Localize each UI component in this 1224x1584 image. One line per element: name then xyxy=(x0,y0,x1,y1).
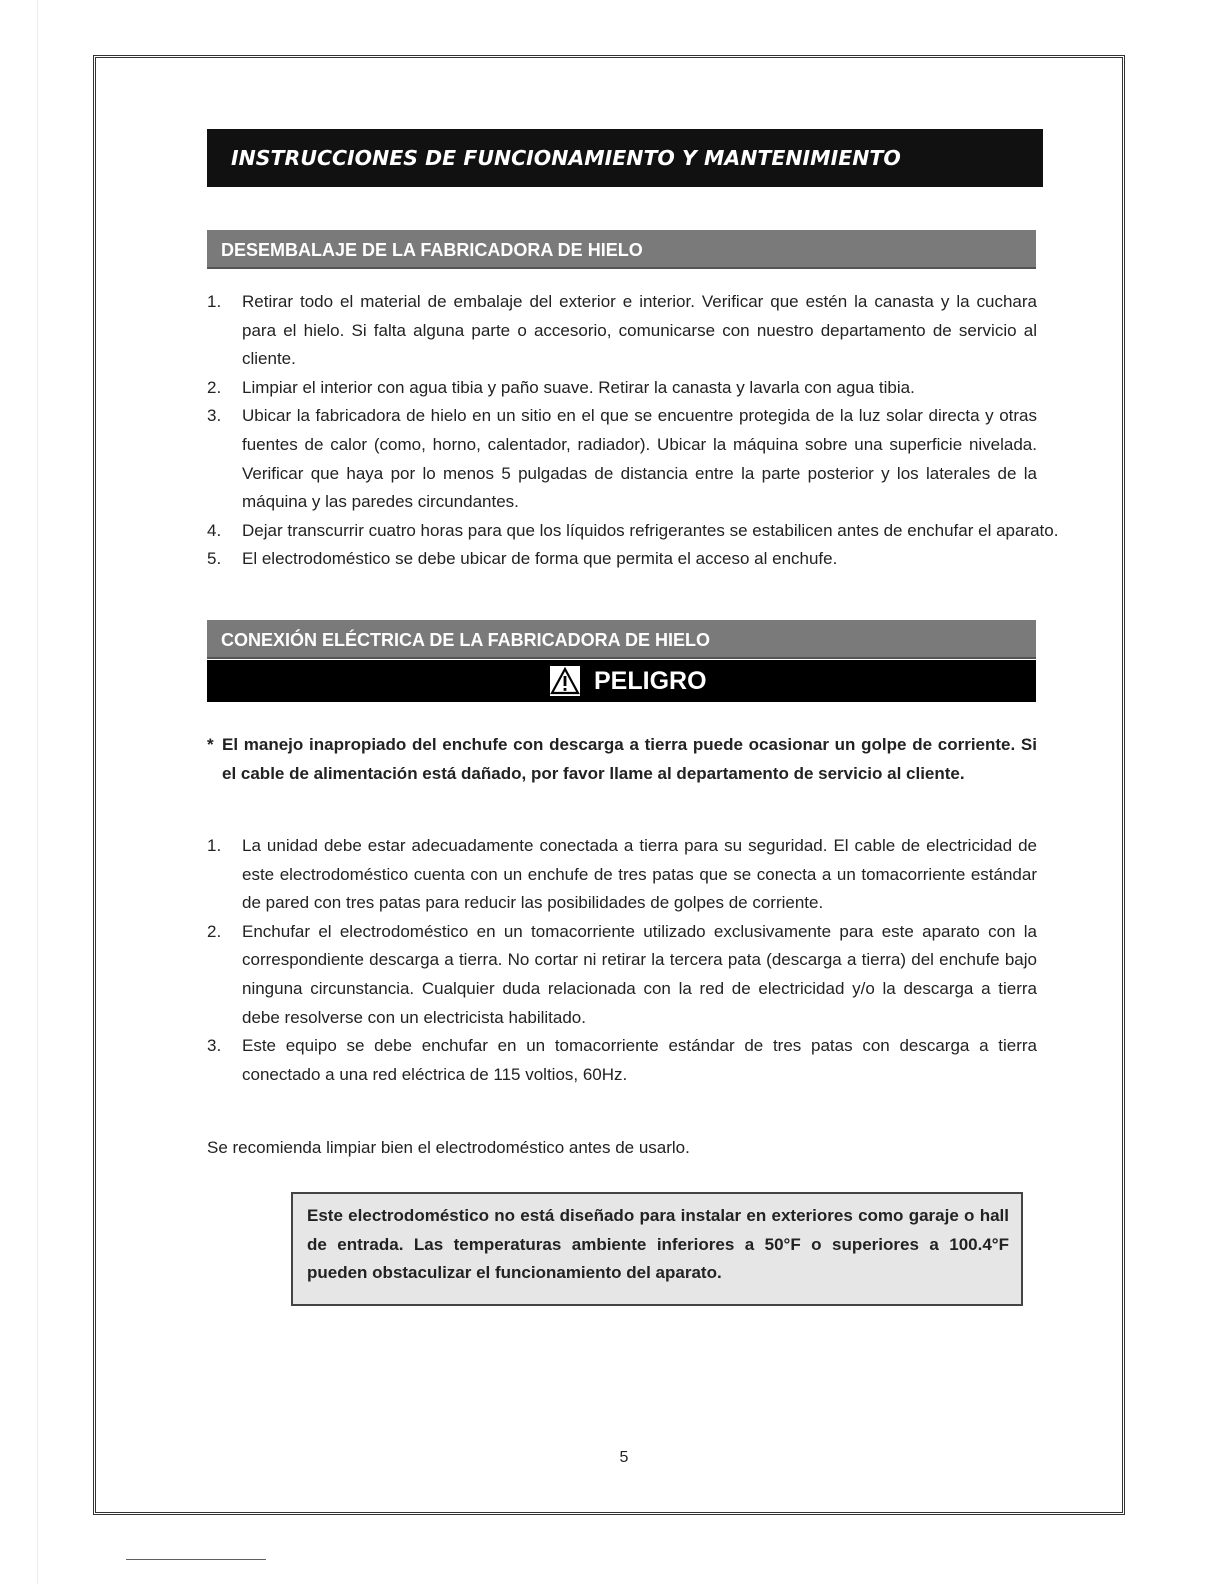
list-item-text: Limpiar el interior con agua tibia y paño suave. Retirar la canasta y lavarla con agua tibia. xyxy=(242,377,915,397)
unpacking-steps-list xyxy=(207,288,1067,574)
list-item xyxy=(207,918,1067,1032)
section-heading-electrical: CONEXIÓN ELÉCTRICA DE LA FABRICADORA DE HIELO xyxy=(207,620,1036,659)
margin-rule xyxy=(37,0,38,1584)
list-item-text: Enchufar el electrodoméstico en un tomacorriente utilizado exclusivamente para este aparato con la correspondiente descarga a tierra. No cortar ni retirar la tercera pata (descarga a tierra) del enchufe bajo ninguna circunstancia. Cualquier duda relacionada con la red de electricidad y/o la descarga a tierra debe resolverse con un electricista habilitado. xyxy=(242,921,1037,1027)
list-item-text: El electrodoméstico se debe ubicar de forma que permita el acceso al enchufe. xyxy=(242,549,838,569)
list-item-number: 1. xyxy=(207,836,222,855)
list-item-number: 3. xyxy=(207,406,222,426)
list-item-number: 1. xyxy=(207,292,222,311)
section-heading-unpacking: DESEMBALAJE DE LA FABRICADORA DE HIELO xyxy=(207,230,1036,269)
list-item-text: Este equipo se debe enchufar en un tomacorriente estándar de tres patas con descarga a tierra conectado a una red eléctrica de 115 voltios, 60Hz. xyxy=(242,1036,1037,1084)
warning-triangle-icon xyxy=(550,666,580,696)
list-item-text: Dejar transcurrir cuatro horas para que los líquidos refrigerantes se estabilicen antes de enchufar el aparato. xyxy=(242,520,1059,540)
grounding-notice xyxy=(207,731,1037,788)
list-item-number: 2. xyxy=(207,921,222,941)
danger-banner xyxy=(207,660,1036,702)
list-item-text: Retirar todo el material de embalaje del exterior e interior. Verificar que estén la canasta y la cuchara para el hielo. Si falta alguna parte o accesorio, comunicarse con nuestro departamento de servicio al cliente. xyxy=(242,292,1037,369)
outdoor-warning-box: Este electrodoméstico no está diseñado para instalar en exteriores como garaje o hall de entrada. Las temperaturas ambiente inferiores a 50°F o superiores a 100.4°F pueden obstaculizar el funcionamiento del aparato. xyxy=(291,1192,1023,1306)
danger-label: PELIGRO xyxy=(594,667,707,695)
list-item-number: 4. xyxy=(207,520,222,540)
list-item-text: La unidad debe estar adecuadamente conectada a tierra para su seguridad. El cable de electricidad de este electrodoméstico cuenta con un enchufe de tres patas que se conecta a un tomacorriente estándar de pared con tres patas para reducir las posibilidades de golpes de corriente. xyxy=(242,836,1037,913)
list-item-text: Ubicar la fabricadora de hielo en un sitio en el que se encuentre protegida de la luz solar directa y otras fuentes de calor (como, horno, calentador, radiador). Ubicar la máquina sobre una superficie nivelada. Verificar que haya por lo menos 5 pulgadas de distancia entre la parte posterior y los laterales de la máquina y las paredes circundantes. xyxy=(242,406,1037,512)
list-item xyxy=(207,374,1067,403)
list-item xyxy=(207,832,1067,918)
list-item xyxy=(207,545,1067,574)
cleaning-recommendation: Se recomienda limpiar bien el electrodoméstico antes de usarlo. xyxy=(207,1138,690,1157)
list-item-number: 2. xyxy=(207,377,222,397)
list-item xyxy=(207,288,1067,374)
list-item xyxy=(207,402,1067,516)
notice-bullet: * xyxy=(207,735,214,754)
list-item-number: 3. xyxy=(207,1036,222,1056)
electrical-steps-list xyxy=(207,832,1067,1089)
page-number: 5 xyxy=(619,1449,629,1466)
list-item xyxy=(207,1032,1067,1089)
list-item-number: 5. xyxy=(207,549,222,569)
notice-text: El manejo inapropiado del enchufe con descarga a tierra puede ocasionar un golpe de corriente. Si el cable de alimentación está dañado, por favor llame al departamento de servicio al cliente. xyxy=(222,735,1037,783)
page-title: INSTRUCCIONES DE FUNCIONAMIENTO Y MANTENIMIENTO xyxy=(207,129,1043,187)
footnote-separator xyxy=(126,1559,266,1560)
list-item xyxy=(207,517,1067,546)
